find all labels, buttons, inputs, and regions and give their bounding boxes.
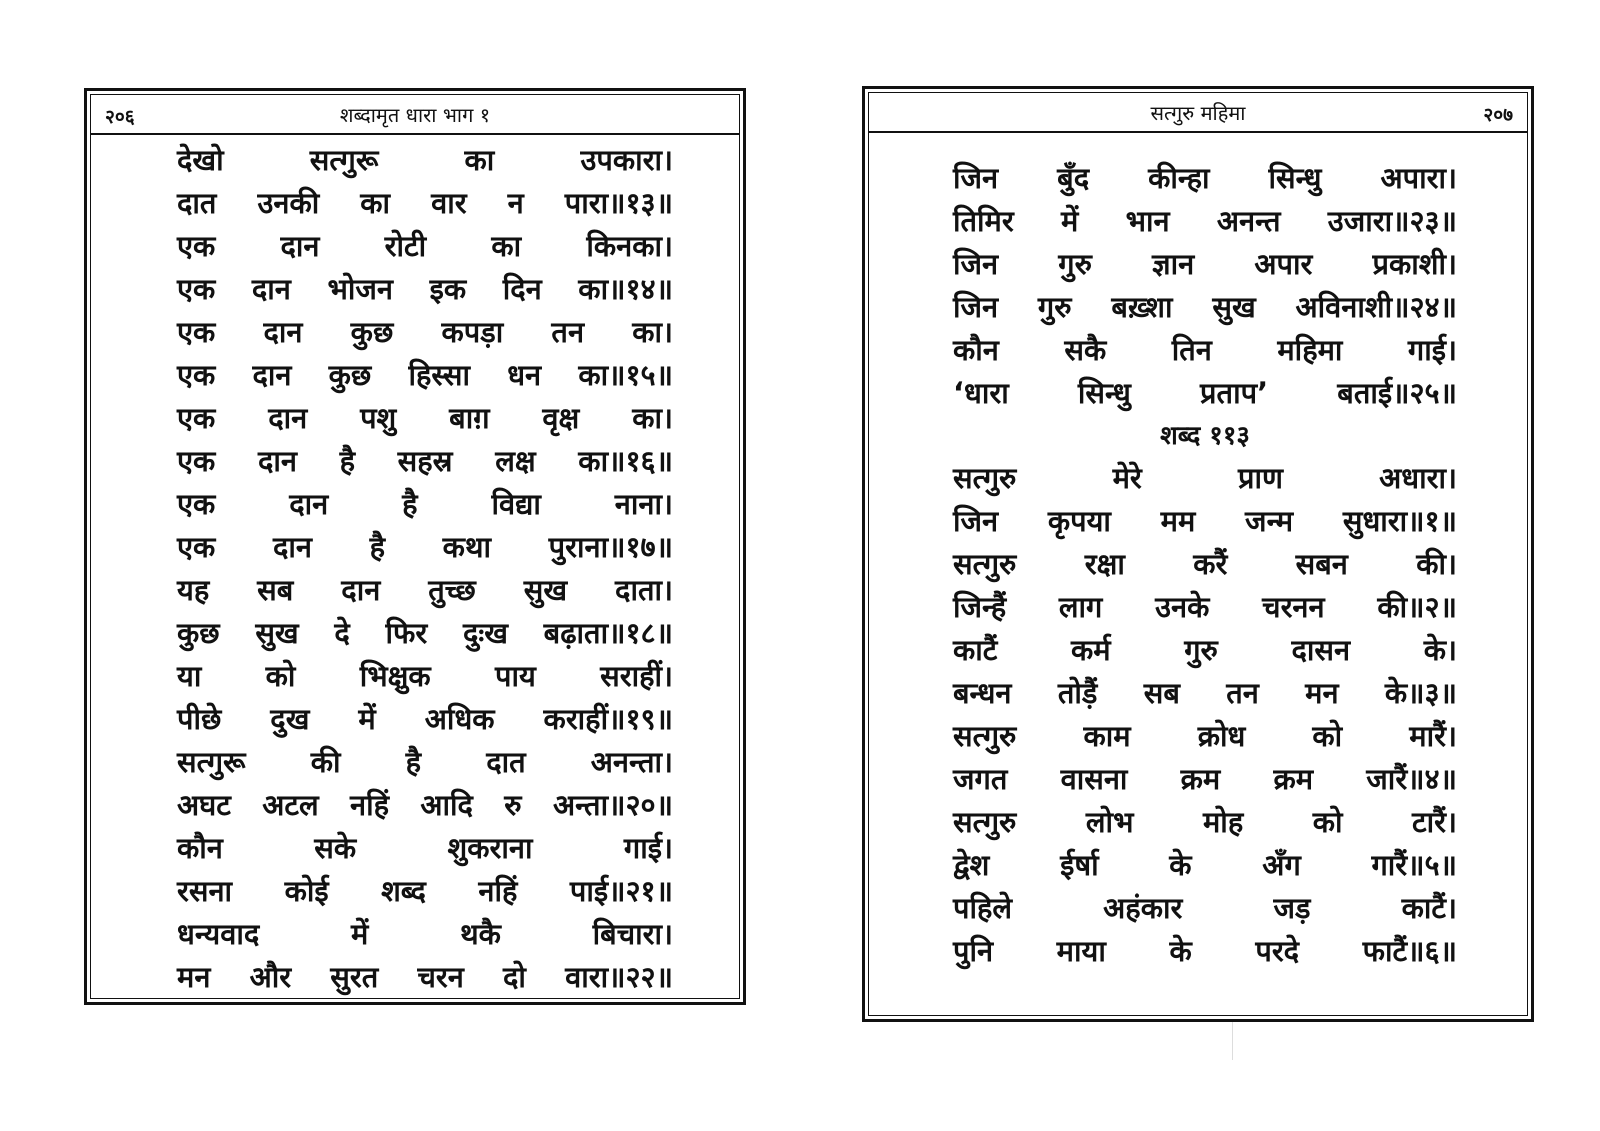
- verse-line: यह सब दान तुच्छ सुख दाता।: [177, 573, 673, 607]
- verse-line: पीछे दुख में अधिक कराहीं॥१९॥: [177, 702, 673, 736]
- verse-line: जिन कृपया मम जन्म सुधारा॥१॥: [953, 504, 1457, 538]
- left-page-header: [91, 95, 739, 135]
- verse-line: एक दान पशु बाग़ वृक्ष का।: [177, 401, 673, 435]
- left-page-number: २०६: [105, 106, 135, 128]
- right-page: [862, 86, 1534, 1022]
- left-page-running-title: शब्दामृत धारा भाग १: [339, 103, 491, 127]
- verse-line: कौन सकै तिन महिमा गाई।: [953, 333, 1457, 367]
- verse-line: सत्गुरू की है दात अनन्ता।: [177, 745, 673, 779]
- verse-line: ‘धारा सिन्धु प्रताप’ बताई॥२५॥: [953, 376, 1457, 410]
- verse-line: देखो सत्गुरू का उपकारा।: [177, 143, 673, 177]
- right-page-verses: [953, 157, 1457, 973]
- verse-line: सत्गुरु मेरे प्राण अधारा।: [953, 461, 1457, 495]
- verse-line: रसना कोई शब्द नहिं पाई॥२१॥: [177, 874, 673, 908]
- verse-line: तिमिर में भान अनन्त उजारा॥२३॥: [953, 204, 1457, 238]
- right-page-inner-border: [868, 92, 1528, 1016]
- verse-line: एक दान कुछ कपड़ा तन का।: [177, 315, 673, 349]
- verse-line: काटैं कर्म गुरु दासन के।: [953, 633, 1457, 667]
- verse-line: एक दान रोटी का किनका।: [177, 229, 673, 263]
- verse-line: दात उनकी का वार न पारा॥१३॥: [177, 186, 673, 220]
- verse-line: जिन गुरु ज्ञान अपार प्रकाशी।: [953, 247, 1457, 281]
- verse-line: जिन्हैं लाग उनके चरनन की॥२॥: [953, 590, 1457, 624]
- right-page-running-title: सत्गुरु महिमा: [1150, 101, 1246, 125]
- left-page-verses: [177, 139, 673, 999]
- left-page-inner-border: [90, 94, 740, 999]
- verse-line: सत्गुरु काम क्रोध को मारैं।: [953, 719, 1457, 753]
- verse-line: धन्यवाद में थकै बिचारा।: [177, 917, 673, 951]
- right-page-number: २०७: [1483, 104, 1513, 126]
- verse-line: एक दान कुछ हिस्सा धन का॥१५॥: [177, 358, 673, 392]
- left-page: [84, 88, 746, 1005]
- verse-line: सत्गुरु लोभ मोह को टारैं।: [953, 805, 1457, 839]
- right-page-header: [869, 93, 1527, 133]
- verse-line: बन्धन तोड़ैं सब तन मन के॥३॥: [953, 676, 1457, 710]
- verse-line: एक दान है विद्या नाना।: [177, 487, 673, 521]
- verse-line: अघट अटल नहिं आदि रु अन्ता॥२०॥: [177, 788, 673, 822]
- verse-line: कुछ सुख दे फिर दुःख बढ़ाता॥१८॥: [177, 616, 673, 650]
- verse-line: कौन सके शुकराना गाई।: [177, 831, 673, 865]
- verse-line: जगत वासना क्रम क्रम जारैं॥४॥: [953, 762, 1457, 796]
- verse-line: एक दान है कथा पुराना॥१७॥: [177, 530, 673, 564]
- verse-line: एक दान है सहस्र लक्ष का॥१६॥: [177, 444, 673, 478]
- section-heading: शब्द ११३: [1160, 421, 1250, 451]
- verse-line: पहिले अहंकार जड़ काटैं।: [953, 891, 1457, 925]
- verse-line: जिन गुरु बख़्शा सुख अविनाशी॥२४॥: [953, 290, 1457, 324]
- verse-line: एक दान भोजन इक दिन का॥१४॥: [177, 272, 673, 306]
- verse-line: सत्गुरु रक्षा करैं सबन की।: [953, 547, 1457, 581]
- verse-line: या को भिक्षुक पाय सराहीं।: [177, 659, 673, 693]
- verse-line: पुनि माया के परदे फाटैं॥६॥: [953, 934, 1457, 968]
- verse-line: जिन बुँद कीन्हा सिन्धु अपारा।: [953, 161, 1457, 195]
- verse-line: द्वेश ईर्षा के अँग गारैं॥५॥: [953, 848, 1457, 882]
- verse-line: मन और सुरत चरन दो वारा॥२२॥: [177, 960, 673, 994]
